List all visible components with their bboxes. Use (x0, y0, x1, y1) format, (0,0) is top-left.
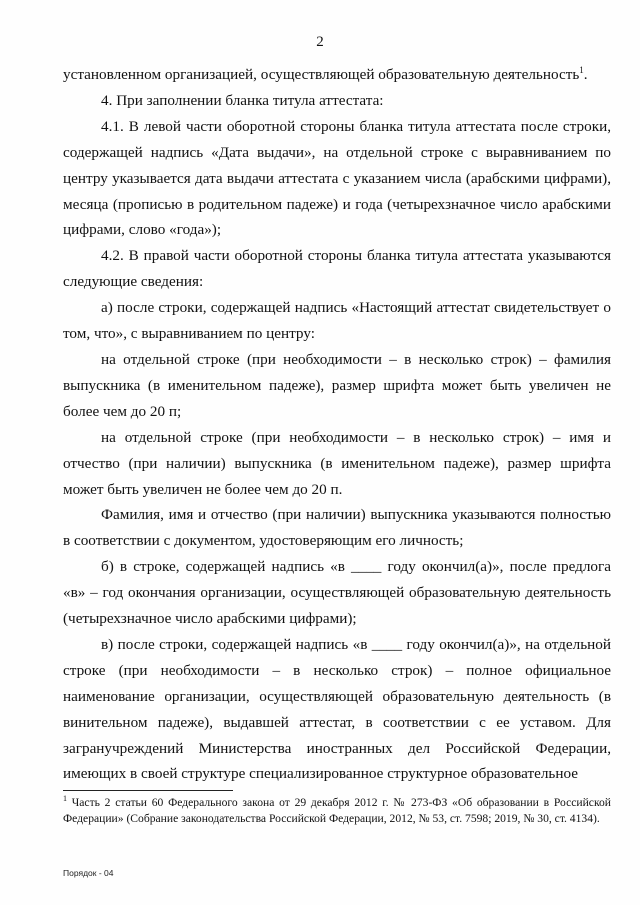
document-code: Порядок - 04 (63, 868, 114, 878)
page-number: 2 (316, 34, 324, 50)
paragraph-section-4: 4. При заполнении бланка титула аттестата: (101, 91, 384, 109)
paragraph-text: установленном организацией, осуществляющей образовательную деятельность (63, 66, 580, 83)
paragraph-4-2: 4.2. В правой части оборотной стороны бланка титула аттестата указываются следующие сведения: (63, 247, 611, 291)
paragraph-4-1: 4.1. В левой части оборотной стороны бланка титула аттестата после строки, содержащей надпись «Дата выдачи», на отдельной строке с выравниванием по центру указывается дата выдачи аттестата с указанием числа (арабскими цифрами), месяца (прописью в родительном падеже) и года (четырехзначное число арабскими цифрами, слово «года»); (63, 117, 611, 239)
footnote-reference[interactable]: 1 (579, 64, 584, 75)
footnote-text: Часть 2 статьи 60 Федерального закона от 29 декабря 2012 г. № 273-ФЗ «Об образовании в Российской Федерации» (Собрание законодательства Российской Федерации, 2012, № 53, ст. 7598; 2019, № 30, ст. 4134). (63, 796, 611, 825)
paragraph-item-v: в) после строки, содержащей надпись «в ____ году окончил(а)», на отдельной строке (при необходимости – в несколько строк) – полное официальное наименование организации, осуществляющей образовательную деятельность (в винительном падеже), выдавшей аттестат, в соответствии с ее уставом. Для загранучреждений Министерства иностранных дел Российской Федерации, имеющих в своей структуре специализированное структурное образовательное (63, 635, 611, 783)
footnote-divider (63, 790, 233, 791)
footnote-mark: 1 (63, 794, 67, 804)
footnote (63, 795, 611, 826)
paragraph-continuation (63, 62, 611, 88)
paragraph-tail: . (583, 66, 588, 83)
paragraph-surname-line: на отдельной строке (при необходимости – в несколько строк) – фамилия выпускника (в именительном падеже), размер шрифта может быть увеличен не более чем до 20 п; (63, 350, 611, 420)
paragraph-item-a: а) после строки, содержащей надпись «Настоящий аттестат свидетельствует о том, что», с выравниванием по центру: (63, 299, 611, 343)
document-body (63, 62, 611, 787)
paragraph-full-name: Фамилия, имя и отчество (при наличии) выпускника указываются полностью в соответствии с документом, удостоверяющим его личность; (63, 506, 611, 550)
paragraph-item-b: б) в строке, содержащей надпись «в ____ году окончил(а)», после предлога «в» – год окончания организации, осуществляющей образовательную деятельность (четырехзначное число арабскими цифрами); (63, 558, 611, 628)
paragraph-name-line: на отдельной строке (при необходимости – в несколько строк) – имя и отчество (при наличии) выпускника (в именительном падеже), размер шрифта может быть увеличен не более чем до 20 п. (63, 428, 611, 498)
